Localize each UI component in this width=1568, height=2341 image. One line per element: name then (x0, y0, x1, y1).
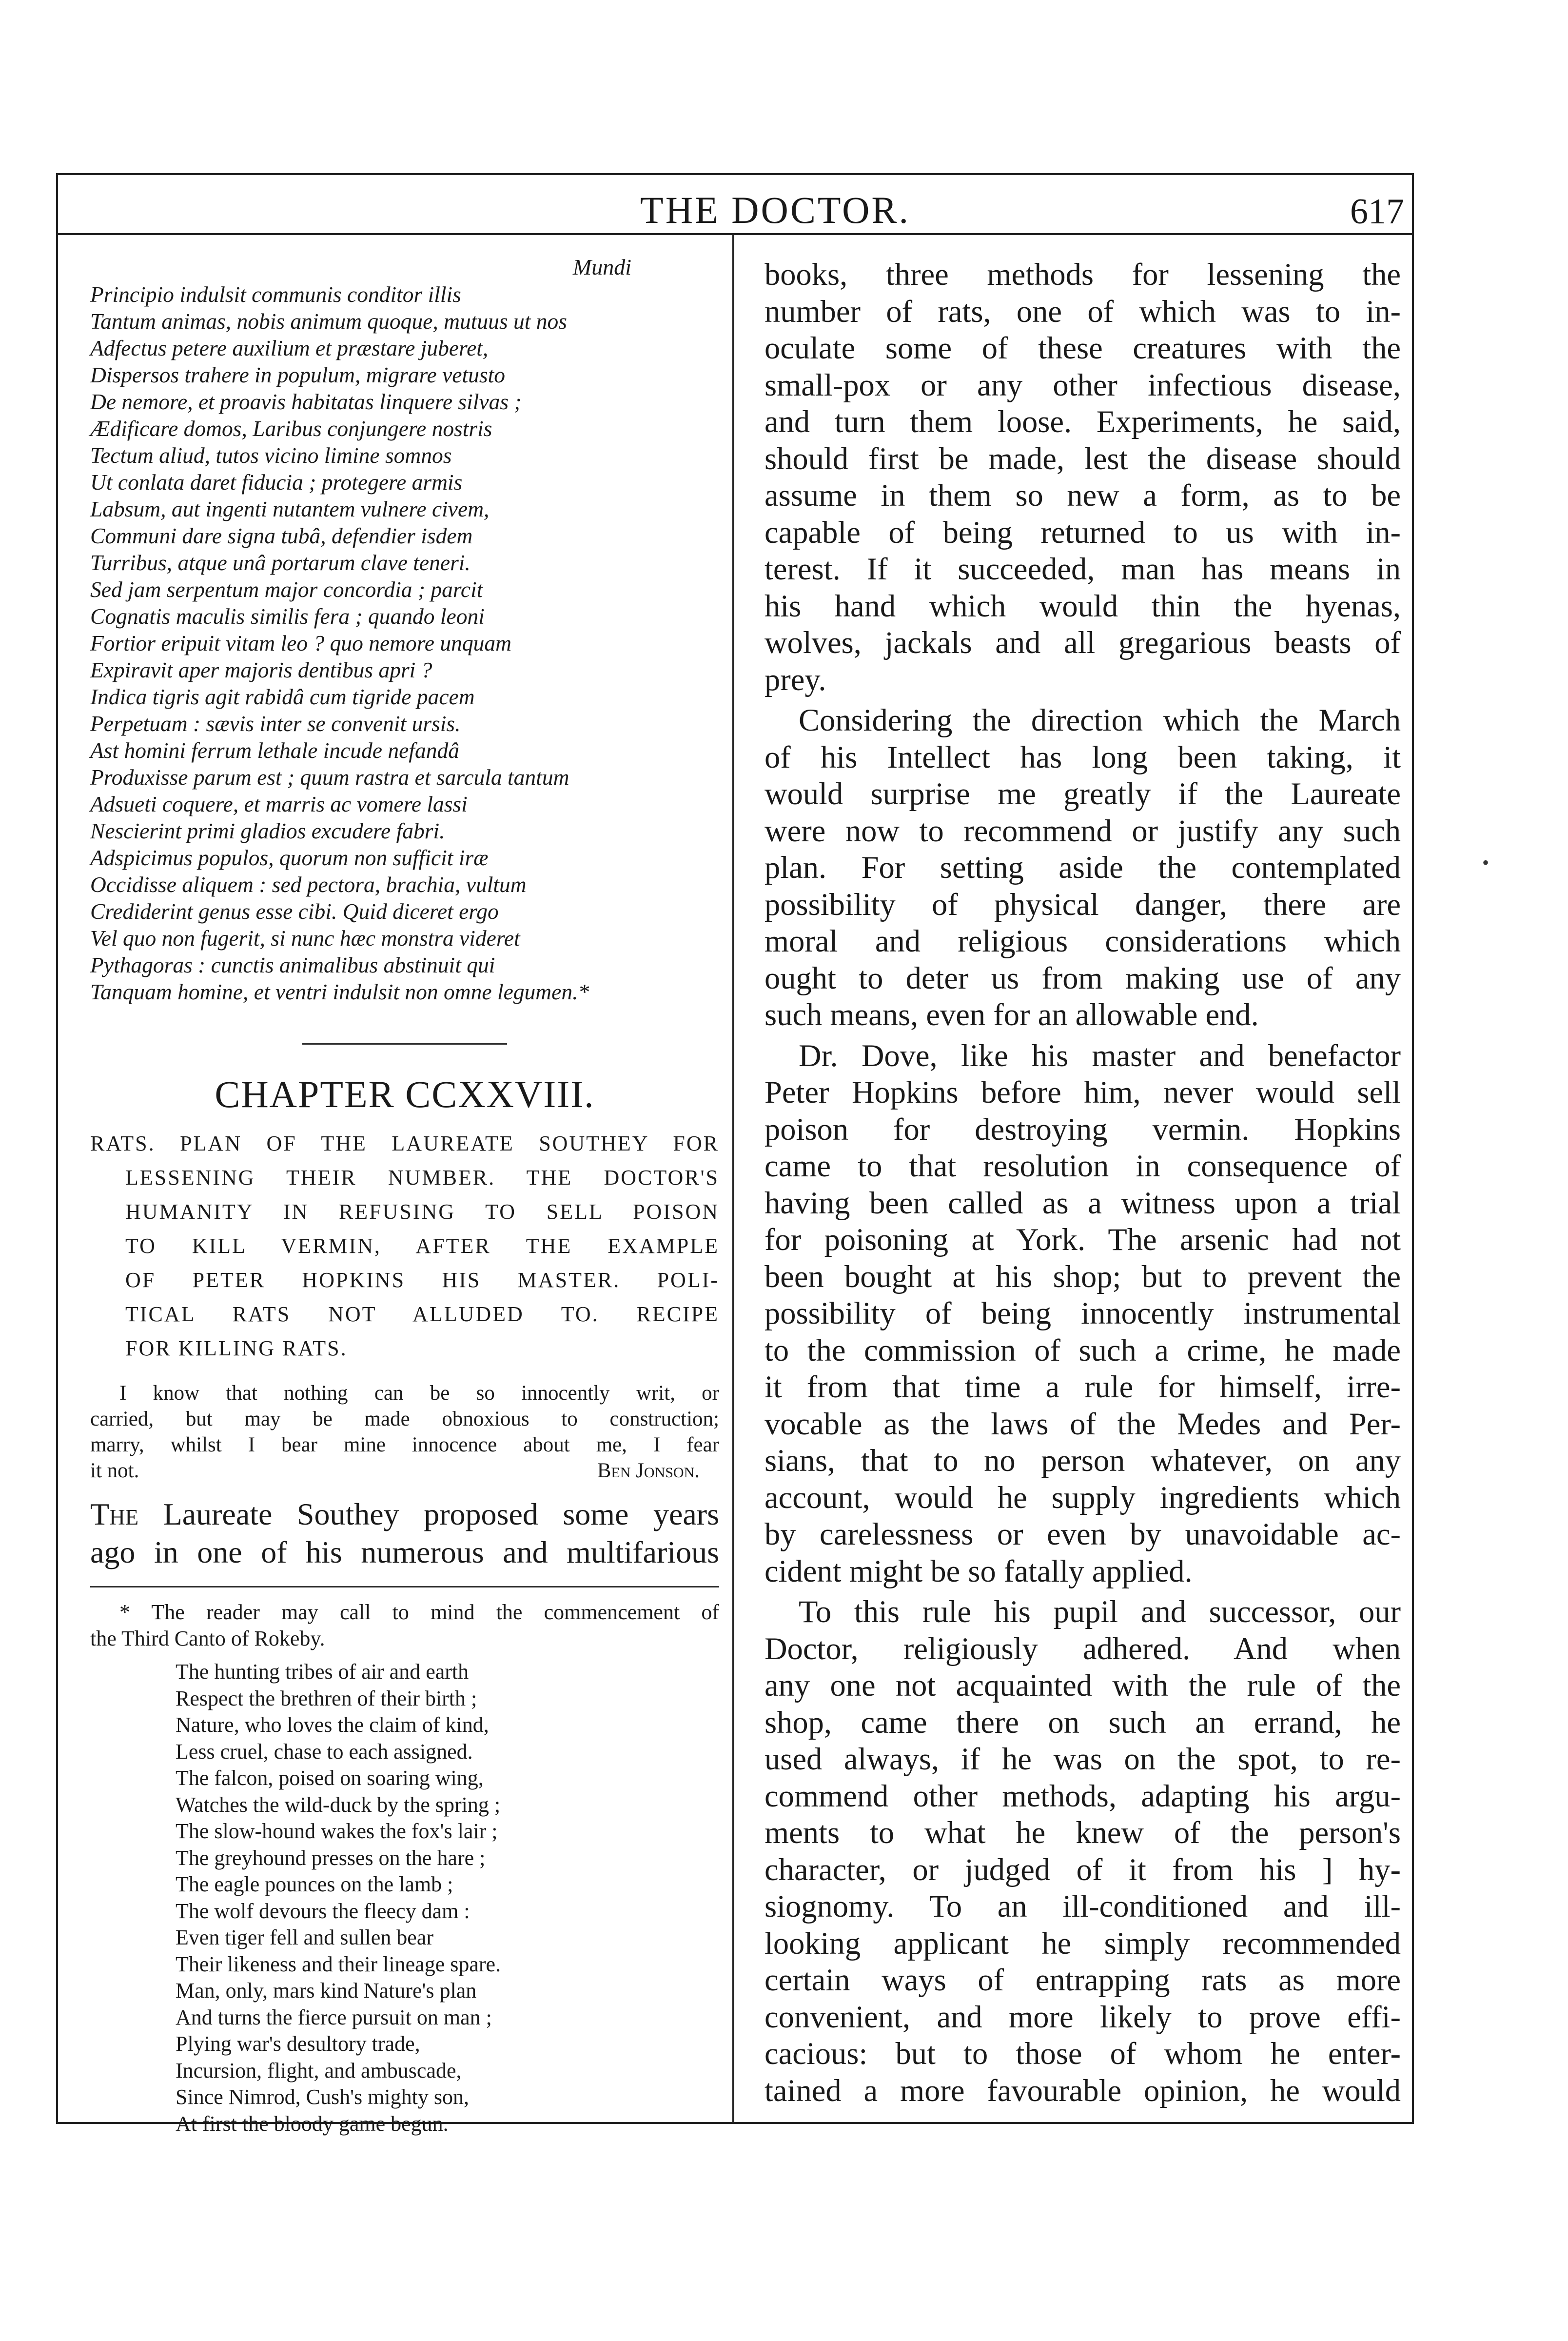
footnote-verse-line: At first the bloody game begun. (176, 2111, 449, 2136)
latin-verse-line: Nescierint primi gladios excudere fabri. (90, 818, 445, 843)
body-text-line: possibility of physical danger, there are (764, 887, 1401, 922)
chapter-summary-line: OF PETER HOPKINS HIS MASTER. POLI- (125, 1268, 719, 1292)
latin-verse-line: Adfectus petere auxilium et præstare juberet, (90, 336, 489, 360)
latin-verse-line: Crediderint genus esse cibi. Quid diceret ergo (90, 899, 499, 924)
paragraph-gap (764, 1589, 1401, 1593)
body-text-line: ments to what he knew of the person's (764, 1815, 1401, 1850)
footnote-verse-line: The slow-hound wakes the fox's lair ; (176, 1819, 498, 1843)
chapter-title: CHAPTER CCXXVIII. (215, 1073, 595, 1115)
body-text-line: should first be made, lest the disease should (764, 441, 1401, 476)
epigraph (90, 1380, 719, 1484)
body-text-line: siognomy. To an ill-conditioned and ill- (764, 1889, 1401, 1924)
body-text-line: cident might be so fatally applied. (764, 1553, 1193, 1588)
frame-top-rule (56, 173, 1414, 175)
body-text-line: were now to recommend or justify any such (764, 813, 1401, 848)
body-text-line: it from that time a rule for himself, irre- (764, 1369, 1401, 1404)
footnote-verse (90, 1659, 719, 2137)
body-text-line: poison for destroying vermin. Hopkins (764, 1111, 1401, 1147)
chapter-summary-line: HUMANITY IN REFUSING TO SELL POISON (125, 1200, 719, 1224)
body-text-line: by carelessness or even by unavoidable ac- (764, 1517, 1401, 1551)
footnote-verse-line: Since Nimrod, Cush's mighty son, (176, 2085, 469, 2109)
body-text-line: been bought at his shop; but to prevent the (764, 1259, 1401, 1294)
footnote-verse-line: Incursion, flight, and ambuscade, (176, 2058, 462, 2083)
stray-mark: • (1482, 852, 1490, 873)
body-text-line: terest. If it succeeded, man has means in (764, 552, 1401, 586)
page-number: 617 (1350, 192, 1404, 232)
body-text-line: shop, came there on such an errand, he (764, 1705, 1401, 1740)
epigraph-last-line (90, 1458, 719, 1484)
body-text-line: such means, even for an allowable end. (764, 997, 1259, 1032)
latin-verse-line: Communi dare signa tubâ, defendier isdem (90, 523, 473, 548)
latin-verse-line: Pythagoras : cunctis animalibus abstinuit qui (90, 952, 495, 977)
opening-line1-rest: Laureate Southey proposed some years (138, 1497, 719, 1531)
body-text-line: assume in them so new a form, as to be (764, 478, 1401, 513)
opening-paragraph (90, 1495, 719, 1571)
body-text-line: character, or judged of it from his ] hy- (764, 1852, 1401, 1887)
body-text-line: of his Intellect has long been taking, it (764, 739, 1401, 774)
epigraph-author: Ben Jonson. (597, 1459, 700, 1482)
body-text-line: plan. For setting aside the contemplated (764, 850, 1401, 885)
right-column (764, 256, 1401, 2109)
left-column (90, 254, 719, 2137)
body-text-line: possibility of being innocently instrumental (764, 1296, 1401, 1330)
footnote-verse-line: The wolf devours the fleecy dam : (176, 1899, 470, 1923)
footnote-verse-line: The falcon, poised on soaring wing, (176, 1766, 484, 1790)
latin-verse-line: Principio indulsit communis conditor illis (90, 282, 461, 307)
footnote-rule (90, 1586, 719, 1587)
epigraph-line: carried, but may be made obnoxious to construction; (90, 1408, 719, 1430)
latin-verse-line: Occidisse aliquem : sed pectora, brachia, vultum (90, 872, 527, 897)
body-text-line: and turn them loose. Experiments, he said, (764, 404, 1401, 439)
body-text-line: for poisoning at York. The arsenic had not (764, 1222, 1401, 1257)
latin-verse-line: Perpetuam : sævis inter se convenit ursis. (90, 711, 461, 736)
footnote-verse-line: The greyhound presses on the hare ; (176, 1845, 486, 1870)
latin-verse-line: Cognatis maculis similis fera ; quando leoni (90, 604, 485, 629)
body-text-line: cacious: but to those of whom he enter- (764, 2036, 1401, 2071)
footnote-verse-line: And turns the fierce pursuit on man ; (176, 2005, 492, 2029)
body-text-line: commend other methods, adapting his argu- (764, 1778, 1401, 1813)
body-text-line: moral and religious considerations which (764, 924, 1401, 958)
body-text-line: capable of being returned to us with in- (764, 515, 1401, 550)
body-text-line: wolves, jackals and all gregarious beasts of (764, 625, 1401, 660)
latin-verse-line: Tantum animas, nobis animum quoque, mutuus ut nos (90, 309, 567, 334)
opening-line: ago in one of his numerous and multifarious (90, 1535, 719, 1569)
latin-verse-line: Adsueti coquere, et marris ac vomere lassi (90, 792, 468, 816)
body-text-line: account, would he supply ingredients which (764, 1480, 1401, 1515)
body-text-line: came to that resolution in consequence of (764, 1149, 1401, 1183)
column-divider-rule (732, 233, 734, 2122)
paragraph-gap (764, 1033, 1401, 1037)
header-rule (56, 233, 1414, 235)
body-text-line: convenient, and more likely to prove effi- (764, 1999, 1401, 2034)
body-text-line: small-pox or any other infectious disease, (764, 367, 1401, 402)
footnote-verse-line: Man, only, mars kind Nature's plan (176, 1979, 477, 2003)
chapter-summary-line: TO KILL VERMIN, AFTER THE EXAMPLE (125, 1234, 719, 1258)
verse-continuation: Mundi (572, 255, 631, 279)
footnote-verse-line: Even tiger fell and sullen bear (176, 1925, 434, 1949)
body-text-line: Peter Hopkins before him, never would sell (764, 1075, 1401, 1110)
latin-verse-line: Ut conlata daret fiducia ; protegere armis (90, 470, 463, 495)
chapter-summary-line: FOR KILLING RATS. (125, 1336, 348, 1360)
epigraph-line: marry, whilst I bear mine innocence about me, I fear (90, 1433, 719, 1456)
chapter-separator-rule (302, 1043, 507, 1045)
body-text-line: books, three methods for lessening the (764, 257, 1401, 292)
body-text-line: prey. (764, 662, 826, 697)
footnote-intro-line: * The reader may call to mind the commencement of (119, 1600, 719, 1624)
latin-verse-line: Ædificare domos, Laribus conjungere nostris (90, 416, 492, 441)
body-text-line: tained a more favourable opinion, he would (764, 2073, 1401, 2108)
latin-verse-line: Sed jam serpentum major concordia ; parcit (90, 577, 483, 602)
body-text-line: number of rats, one of which was to in- (764, 294, 1401, 329)
latin-verse-line: Adspicimus populos, quorum non sufficit iræ (90, 845, 489, 870)
chapter-summary-line: TICAL RATS NOT ALLUDED TO. RECIPE (125, 1302, 719, 1326)
footnote-verse-line: Respect the brethren of their birth ; (176, 1686, 477, 1710)
chapter-summary-line: LESSENING THEIR NUMBER. THE DOCTOR'S (125, 1166, 719, 1190)
body-text-line: looking applicant he simply recommended (764, 1925, 1401, 1961)
body-text-line: sians, that to no person whatever, on any (764, 1443, 1401, 1478)
paragraph-gap (764, 698, 1401, 702)
latin-verse-line: Dispersos trahere in populum, migrare vetusto (90, 362, 505, 387)
footnote-verse-line: Plying war's desultory trade, (176, 2032, 420, 2056)
frame-right-rule (1412, 173, 1414, 2122)
body-text-line: used always, if he was on the spot, to re- (764, 1742, 1401, 1776)
latin-verse (90, 281, 719, 1005)
running-head: THE DOCTOR. (640, 189, 910, 231)
body-text-line: To this rule his pupil and successor, our (799, 1594, 1401, 1629)
latin-verse-line: Turribus, atque unâ portarum clave teneri. (90, 550, 470, 575)
footnote-verse-line: Less cruel, chase to each assigned. (176, 1739, 473, 1764)
latin-verse-line: Fortior eripuit vitam leo ? quo nemore unquam (90, 631, 511, 655)
body-text-line: his hand which would thin the hyenas, (764, 588, 1401, 623)
opening-first-word: The (90, 1497, 139, 1531)
opening-line (90, 1495, 719, 1533)
latin-verse-line: De nemore, et proavis habitatas linquere silvas ; (90, 389, 522, 414)
epigraph-line: I know that nothing can be so innocently writ, or (119, 1382, 719, 1405)
frame-left-rule (56, 173, 58, 2122)
footnote-intro-line: the Third Canto of Rokeby. (90, 1627, 325, 1650)
chapter-summary-line: RATS. PLAN OF THE LAUREATE SOUTHEY FOR (90, 1131, 719, 1155)
body-text-line: Doctor, religiously adhered. And when (764, 1631, 1401, 1666)
body-text-line: Dr. Dove, like his master and benefactor (799, 1038, 1401, 1073)
footnote-intro (90, 1599, 719, 1652)
latin-verse-line: Produxisse parum est ; quum rastra et sarcula tantum (90, 765, 569, 790)
body-text-line: would surprise me greatly if the Laureate (764, 776, 1401, 811)
body-text-line: ought to deter us from making use of any (764, 960, 1401, 995)
latin-verse-line: Tectum aliud, tutos vicino limine somnos (90, 443, 452, 468)
epigraph-last-text: it not. (90, 1459, 139, 1482)
footnote-verse-line: Nature, who loves the claim of kind, (176, 1713, 489, 1737)
body-text-line: oculate some of these creatures with the (764, 331, 1401, 365)
latin-verse-line: Vel quo non fugerit, si nunc hæc monstra videret (90, 926, 520, 951)
latin-verse-line: Tanquam homine, et ventri indulsit non omne legumen.* (90, 979, 589, 1004)
footnote-verse-line: The hunting tribes of air and earth (176, 1660, 469, 1684)
latin-verse-line: Labsum, aut ingenti nutantem vulnere civem, (90, 496, 490, 521)
footnote-verse-line: Their likeness and their lineage spare. (176, 1952, 501, 1976)
body-text-line: vocable as the laws of the Medes and Per- (764, 1406, 1401, 1441)
body-text-line: Considering the direction which the March (799, 703, 1401, 737)
latin-verse-line: Indica tigris agit rabidâ cum tigride pacem (90, 684, 475, 709)
chapter-summary (90, 1127, 719, 1366)
footnote-verse-line: Watches the wild-duck by the spring ; (176, 1792, 501, 1817)
footnote-verse-line: The eagle pounces on the lamb ; (176, 1872, 453, 1896)
latin-verse-line: Ast homini ferrum lethale incude nefandâ (90, 738, 459, 763)
body-text-line: to the commission of such a crime, he made (764, 1332, 1401, 1368)
body-text-line: certain ways of entrapping rats as more (764, 1963, 1401, 1997)
body-text-line: having been called as a witness upon a trial (764, 1185, 1401, 1220)
body-text-line: any one not acquainted with the rule of the (764, 1668, 1401, 1703)
latin-verse-line: Expiravit aper majoris dentibus apri ? (90, 657, 432, 682)
